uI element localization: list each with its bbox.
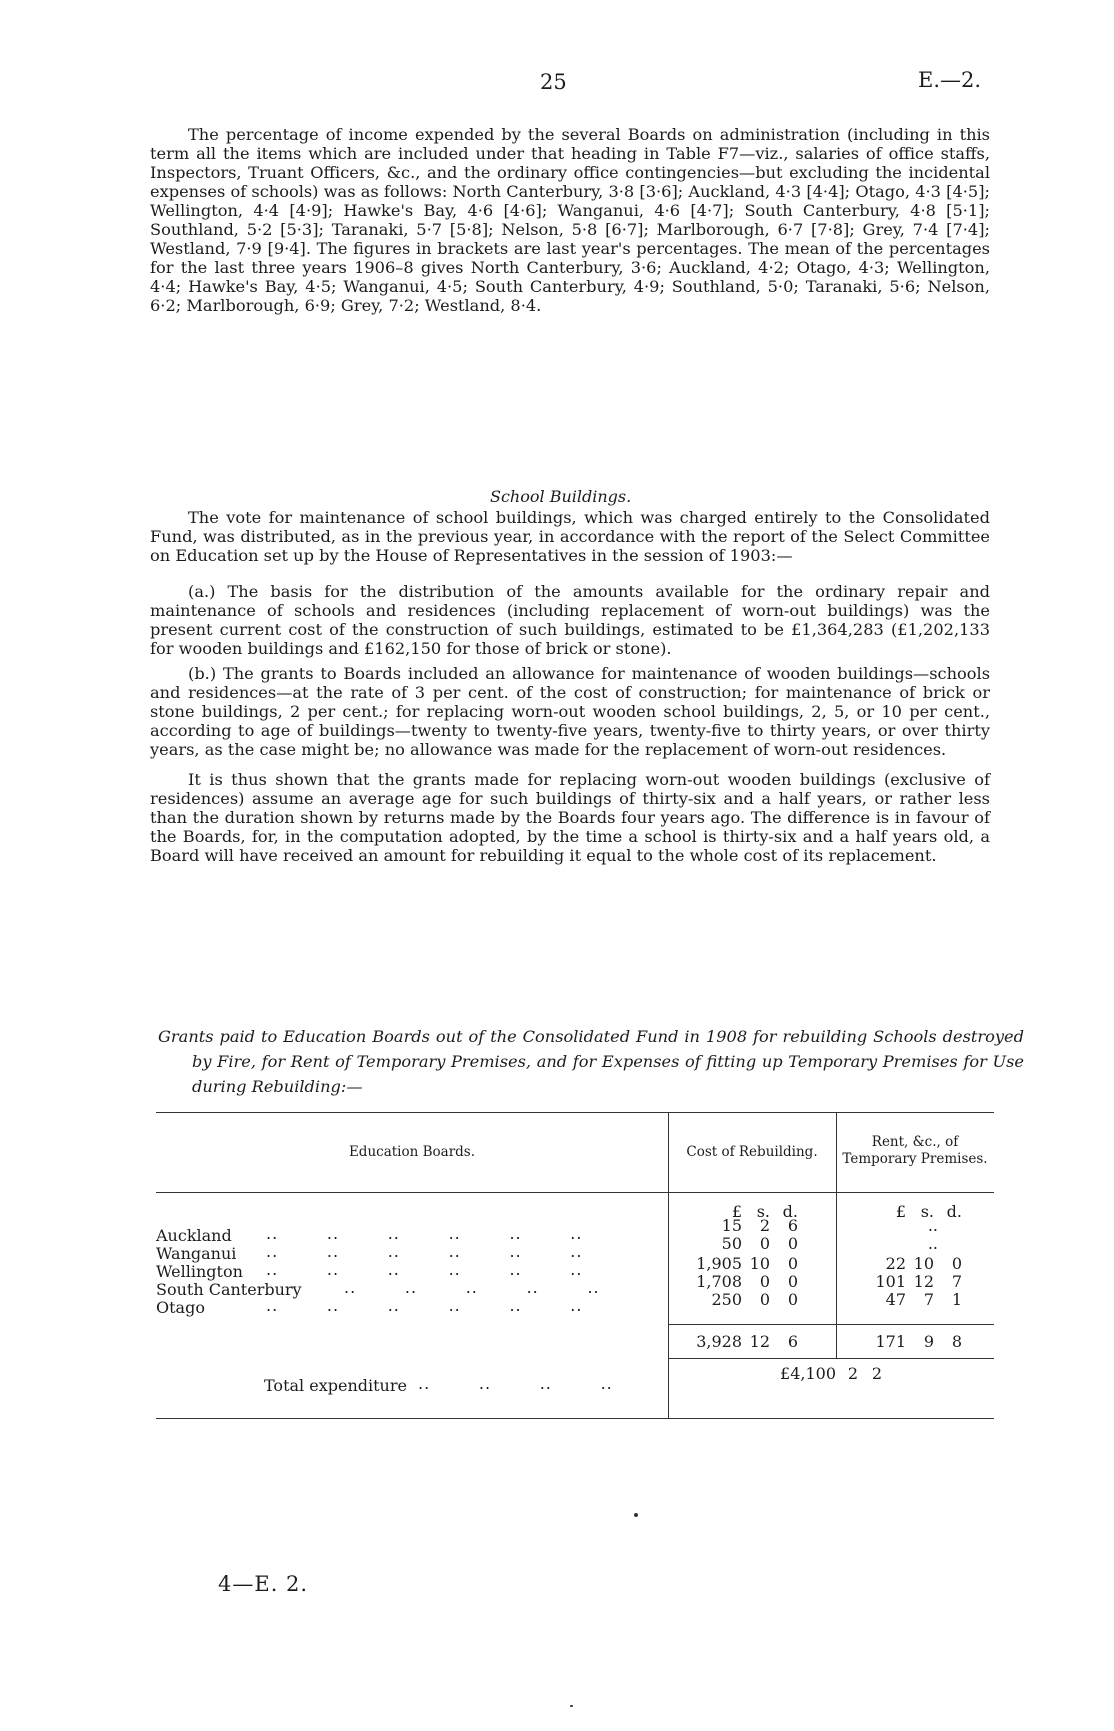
- rent-pounds: 22: [885, 1254, 906, 1273]
- unit-pounds-rent: £: [895, 1202, 906, 1221]
- paragraph-a: (a.) The basis for the distribution of the amounts available for the ordinary repair and maintenance of schools and residences (including replacement of worn-out buildings) was the present current cost of the construction of such buildings, estimated to be £1,364,283 (£1,202,133 for wooden buildings and £162,150 for those of brick or stone).: [150, 582, 990, 658]
- leader-dots: .. .. .. .. .. ..: [266, 1296, 583, 1315]
- board-name: Otago: [156, 1298, 205, 1317]
- board-name: Wellington: [156, 1262, 243, 1281]
- paragraph-b: (b.) The grants to Boards included an allowance for maintenance of wooden buildings—schools and residences—at the rate of 3 per cent. of the cost of construction; for maintenance of brick or stone buildings, 2 per cent.; for replacing worn-out wooden school buildings, 2, 5, or 10 per cent., according to age of buildings—twenty to twenty-five years, twenty-five to thirty years, or over thirty years, as the case might be; no allowance was made for the replacement of worn-out residences.: [150, 664, 990, 759]
- cost-pounds: 50: [721, 1234, 742, 1253]
- rent-pounds: ..: [927, 1216, 938, 1235]
- total-rule: [668, 1358, 994, 1359]
- leader-dots: .. .. .. ..: [418, 1374, 613, 1393]
- leader-dots: .. .. .. .. .. ..: [266, 1242, 583, 1261]
- unit-pence-rent: d.: [946, 1202, 962, 1221]
- table-bottom-rule: [156, 1418, 994, 1419]
- header-bottom-rule: [156, 1192, 994, 1193]
- total-label: Total expenditure: [264, 1376, 407, 1395]
- document-reference: E.—2.: [918, 68, 982, 92]
- leader-dots: .. .. .. .. .. ..: [266, 1260, 583, 1279]
- leader-dots: .. .. .. .. ..: [344, 1278, 600, 1297]
- subtotal-rent-pounds: 171: [875, 1332, 906, 1351]
- cost-pounds: 15: [721, 1216, 742, 1235]
- total-shillings: 2: [847, 1364, 858, 1383]
- unit-shillings: s.: [756, 1202, 770, 1221]
- cost-pounds: 1,905: [696, 1254, 742, 1273]
- board-name: Auckland: [156, 1226, 232, 1245]
- rent-pence: 7: [951, 1272, 962, 1291]
- subtotal-rent-shillings: 9: [923, 1332, 934, 1351]
- conclusion-paragraph: It is thus shown that the grants made for replacing worn-out wooden buildings (exclusive of residences) assume an average age for such buildings of thirty-six and a half years, or rather less than the duration shown by returns made by the Boards four years ago. The difference is in favour of the Boards, for, in the computation adopted, by the time a school is thirty-six and a half years old, a Board will have received an amount for rebuilding it equal to the whole cost of its replacement.: [150, 770, 990, 865]
- subtotal-rule: [668, 1324, 994, 1325]
- header-education-boards: Education Boards.: [348, 1144, 476, 1160]
- table-top-rule: [156, 1112, 994, 1113]
- cost-shillings: 2: [759, 1216, 770, 1235]
- rent-pounds: 101: [875, 1272, 906, 1291]
- grants-table: [156, 1112, 994, 1432]
- cost-shillings: 0: [759, 1234, 770, 1253]
- total-pounds: £4,100: [780, 1364, 836, 1383]
- cost-shillings: 10: [749, 1254, 770, 1273]
- section-heading: School Buildings.: [490, 487, 632, 506]
- rent-pounds: ..: [927, 1234, 938, 1253]
- cost-pence: 6: [787, 1216, 798, 1235]
- cost-pence: 0: [787, 1254, 798, 1273]
- administration-percentages-paragraph: The percentage of income expended by the several Boards on administration (including in this term all the items which are included under that heading in Table F7—viz., salaries of office staffs, Inspectors, Truant Officers, &c., and the ordinary office contingencies—but excluding the incidental expenses of schools) was as follows: North Canterbury, 3·8 [3·6]; Auckland, 4·3 [4·4]; Otago, 4·3 [4·5]; Wellington, 4·4 [4·9]; Hawke's Bay, 4·6 [4·6]; Wanganui, 4·6 [4·7]; South Canterbury, 4·8 [5·1]; Southland, 5·2 [5·3]; Taranaki, 5·7 [5·8]; Nelson, 5·8 [6·7]; Marlborough, 6·7 [7·8]; Grey, 7·4 [7·4]; Westland, 7·9 [9·4]. The figures in brackets are last year's percentages. The mean of the percentages for the last three years 1906–8 gives North Canterbury, 3·6; Auckland, 4·2; Otago, 4·3; Wellington, 4·4; Hawke's Bay, 4·5; Wanganui, 4·5; South Canterbury, 4·9; Southland, 5·0; Taranaki, 5·6; Nelson, 6·2; Marlborough, 6·9; Grey, 7·2; Westland, 8·4.: [150, 125, 990, 315]
- cost-shillings: 0: [759, 1272, 770, 1291]
- subtotal-cost-pounds: 3,928: [696, 1332, 742, 1351]
- vote-paragraph: The vote for maintenance of school buildings, which was charged entirely to the Consolidated Fund, was distributed, as in the previous year, in accordance with the report of the Select Committee on Education set up by the House of Representatives in the session of 1903:—: [150, 508, 990, 565]
- subtotal-cost-shillings: 12: [749, 1332, 770, 1351]
- board-name: South Canterbury: [156, 1280, 302, 1299]
- header-rent-line-1: Rent, &c., of: [871, 1134, 959, 1150]
- total-pence: 2: [871, 1364, 882, 1383]
- rent-shillings: 10: [913, 1254, 934, 1273]
- rent-shillings: 12: [913, 1272, 934, 1291]
- header-rent-line-2: Temporary Premises.: [842, 1151, 988, 1167]
- subtotal-rent-pence: 8: [951, 1332, 962, 1351]
- subtotal-cost-pence: 6: [787, 1332, 798, 1351]
- ink-speck: [570, 1705, 573, 1707]
- cost-pence: 0: [787, 1234, 798, 1253]
- rent-pence: 0: [951, 1254, 962, 1273]
- footer-reference: 4—E. 2.: [218, 1572, 309, 1596]
- cost-pence: 0: [787, 1272, 798, 1291]
- rent-pounds: 47: [885, 1290, 906, 1309]
- page-number: 25: [540, 70, 567, 94]
- rent-shillings: 7: [923, 1290, 934, 1309]
- cost-pounds: 1,708: [696, 1272, 742, 1291]
- cost-pence: 0: [787, 1290, 798, 1309]
- unit-shillings-rent: s.: [920, 1202, 934, 1221]
- rent-pence: 1: [951, 1290, 962, 1309]
- unit-pence: d.: [782, 1202, 798, 1221]
- cost-pounds: 250: [711, 1290, 742, 1309]
- leader-dots: .. .. .. .. .. ..: [266, 1224, 583, 1243]
- unit-pounds: £: [731, 1202, 742, 1221]
- header-cost-of-rebuilding: Cost of Rebuilding.: [686, 1144, 818, 1160]
- table-caption: Grants paid to Education Boards out of the Consolidated Fund in 1908 for rebuilding Schools destroyed by Fire, for Rent of Temporary Premises, and for Expenses of fitting up Temporary Premises for Use during Rebuilding:—: [158, 1027, 1024, 1096]
- board-name: Wanganui: [156, 1244, 237, 1263]
- cost-shillings: 0: [759, 1290, 770, 1309]
- ink-speck: [634, 1513, 638, 1517]
